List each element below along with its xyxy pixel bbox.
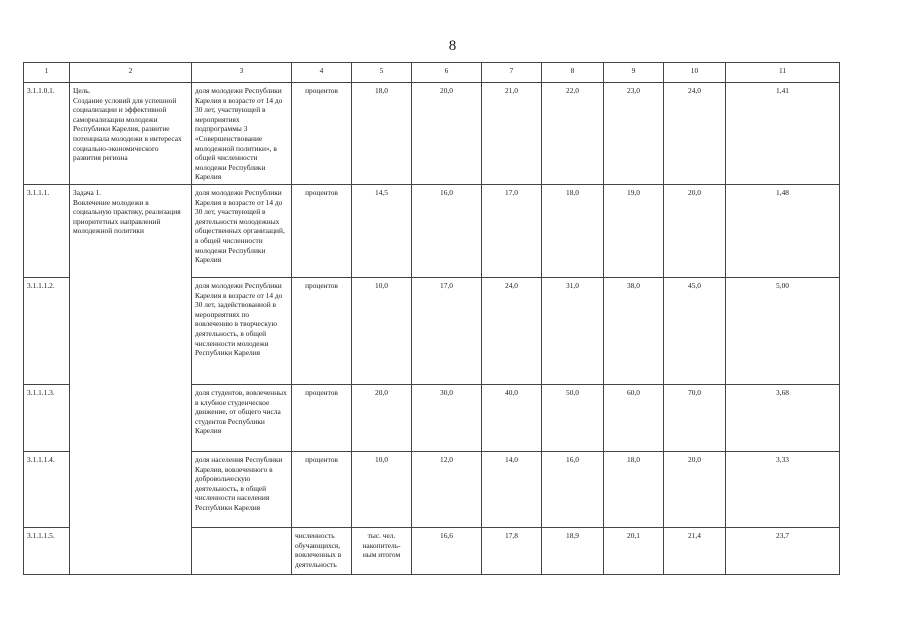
value-cell: 45,0 xyxy=(664,278,726,385)
goal-text: Цель. Создание условий для успешной социализации и эффективной самореализации молодежи Республики Карелия, развитие потенциала молодежи в интересах социально-экономического развития региона xyxy=(70,83,192,185)
value-cell: 18,0 xyxy=(604,452,664,528)
value-cell: 18,0 xyxy=(542,185,604,278)
value-cell: 20,0 xyxy=(412,83,482,185)
value-cell: 14,0 xyxy=(482,452,542,528)
indicator-text: доля молодежи Республики Карелия в возрасте от 14 до 30 лет, участвующей в деятельности молодежных общественных организаций, в общей численности молодежи Республики Карелия xyxy=(192,185,292,278)
value-cell: 17,0 xyxy=(482,185,542,278)
value-cell: 50,0 xyxy=(542,385,604,452)
column-header: 1 xyxy=(24,63,70,83)
column-header: 3 xyxy=(192,63,292,83)
value-cell: 1,48 xyxy=(726,185,840,278)
unit-cell: процентов xyxy=(292,452,352,528)
value-cell: 20,0 xyxy=(664,185,726,278)
column-header: 8 xyxy=(542,63,604,83)
value-cell: 12,0 xyxy=(412,452,482,528)
value-cell: 5,00 xyxy=(726,278,840,385)
value-cell: 10,0 xyxy=(352,452,412,528)
value-cell: 22,0 xyxy=(542,83,604,185)
value-cell: 16,0 xyxy=(412,185,482,278)
column-header: 9 xyxy=(604,63,664,83)
value-cell: 24,0 xyxy=(482,278,542,385)
value-cell: 60,0 xyxy=(604,385,664,452)
column-header: 7 xyxy=(482,63,542,83)
column-header: 5 xyxy=(352,63,412,83)
indicator-text: доля населения Республики Карелия, вовлеченного в добровольческую деятельность, в общей численности населения Республики Карелия xyxy=(192,452,292,528)
indicator-text: доля молодежи Республики Карелия в возрасте от 14 до 30 лет, задействованной в мероприятиях по вовлечению в творческую деятельность, в общей численности молодежи Республики Карелия xyxy=(192,278,292,385)
value-cell: 16,0 xyxy=(542,452,604,528)
row-code: 3.1.1.1.5. xyxy=(24,528,70,575)
goal-text xyxy=(192,528,292,575)
value-cell: 3,68 xyxy=(726,385,840,452)
table-row xyxy=(24,83,840,185)
unit-cell: процентов xyxy=(292,185,352,278)
unit-cell: процентов xyxy=(292,385,352,452)
value-cell: 17,0 xyxy=(412,278,482,385)
column-header: 2 xyxy=(70,63,192,83)
page-number: 8 xyxy=(448,38,457,54)
column-header: 10 xyxy=(664,63,726,83)
row-code: 3.1.1.1.3. xyxy=(24,385,70,452)
column-header: 6 xyxy=(412,63,482,83)
unit-cell: процентов xyxy=(292,83,352,185)
value-cell: 18,9 xyxy=(542,528,604,575)
goal-text: Задача 1. Вовлечение молодежи в социальную практику, реализация приоритетных направлений молодежной политики xyxy=(70,185,192,575)
value-cell: 23,7 xyxy=(726,528,840,575)
value-cell: 31,0 xyxy=(542,278,604,385)
header-row xyxy=(24,63,840,83)
value-cell: 14,5 xyxy=(352,185,412,278)
value-cell: 18,0 xyxy=(352,83,412,185)
row-code: 3.1.1.1. xyxy=(24,185,70,278)
indicator-text: доля молодежи Республики Карелия в возрасте от 14 до 30 лет, участвующей в мероприятиях подпрограммы 3 «Совершенствование молодежной политики», в общей численности молодежи Республики Карелия xyxy=(192,83,292,185)
value-cell: 1,41 xyxy=(726,83,840,185)
row-code: 3.1.1.1.4. xyxy=(24,452,70,528)
value-cell: 20,0 xyxy=(352,385,412,452)
value-cell: 30,0 xyxy=(412,385,482,452)
table-row xyxy=(24,185,840,278)
indicators-table xyxy=(23,62,840,575)
value-cell: 40,0 xyxy=(482,385,542,452)
column-header: 4 xyxy=(292,63,352,83)
value-cell: 38,0 xyxy=(604,278,664,385)
value-cell: 21,0 xyxy=(482,83,542,185)
value-cell: 70,0 xyxy=(664,385,726,452)
unit-cell: тыс. чел. накопитель- ным итогом xyxy=(352,528,412,575)
indicator-text: доля студентов, вовлеченных в клубное студенческое движение, от общего числа студентов Республики Карелия xyxy=(192,385,292,452)
row-code: 3.1.1.1.2. xyxy=(24,278,70,385)
value-cell: 19,0 xyxy=(604,185,664,278)
value-cell: 20,0 xyxy=(664,452,726,528)
indicator-text: численность обучающихся, вовлеченных в деятельность xyxy=(292,528,352,575)
value-cell: 23,0 xyxy=(604,83,664,185)
column-header: 11 xyxy=(726,63,840,83)
value-cell: 16,6 xyxy=(412,528,482,575)
unit-cell: процентов xyxy=(292,278,352,385)
value-cell: 17,8 xyxy=(482,528,542,575)
value-cell: 3,33 xyxy=(726,452,840,528)
value-cell: 24,0 xyxy=(664,83,726,185)
value-cell: 10,0 xyxy=(352,278,412,385)
row-code: 3.1.1.0.1. xyxy=(24,83,70,185)
value-cell: 20,1 xyxy=(604,528,664,575)
value-cell: 21,4 xyxy=(664,528,726,575)
